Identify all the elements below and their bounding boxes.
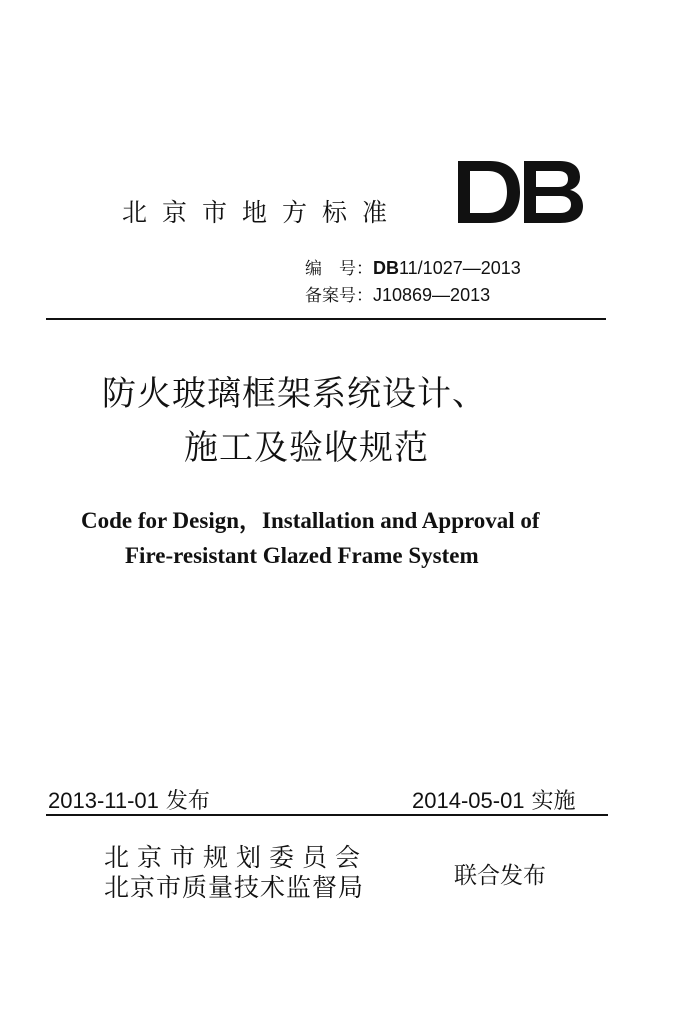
issuer-quality-bureau: 北京市质量技术监督局 (104, 873, 365, 902)
date-divider (46, 814, 608, 816)
joint-issue-label: 联合发布 (454, 863, 546, 889)
title-cn-line1: 防火玻璃框架系统设计、 (102, 374, 487, 414)
standard-number-value: DB11/1027—2013 (373, 258, 521, 278)
record-number-label: 备案号： (305, 286, 373, 306)
title-en-line2: Fire-resistant Glazed Frame System (125, 543, 479, 568)
issue-date-value: 2013-11-01 (48, 788, 159, 813)
standard-type-label: 北京市地方标准 (122, 198, 403, 227)
standard-number-label: 编 号： (305, 259, 373, 279)
record-number-value: J10869—2013 (373, 285, 491, 305)
title-en-line1: Code for Design，Installation and Approval of (81, 508, 540, 533)
implementation-date (412, 784, 576, 815)
issue-date (48, 784, 210, 815)
issuer-planning-commission: 北京市规划委员会 (104, 843, 369, 872)
standard-number (305, 254, 521, 279)
header-divider (46, 318, 606, 320)
implementation-date-label: 实施 (531, 789, 576, 814)
db-logo (456, 159, 584, 225)
record-number (305, 281, 490, 306)
issue-date-label: 发布 (165, 789, 210, 814)
implementation-date-value: 2014-05-01 (412, 788, 525, 813)
title-cn-line2: 施工及验收规范 (184, 428, 429, 468)
